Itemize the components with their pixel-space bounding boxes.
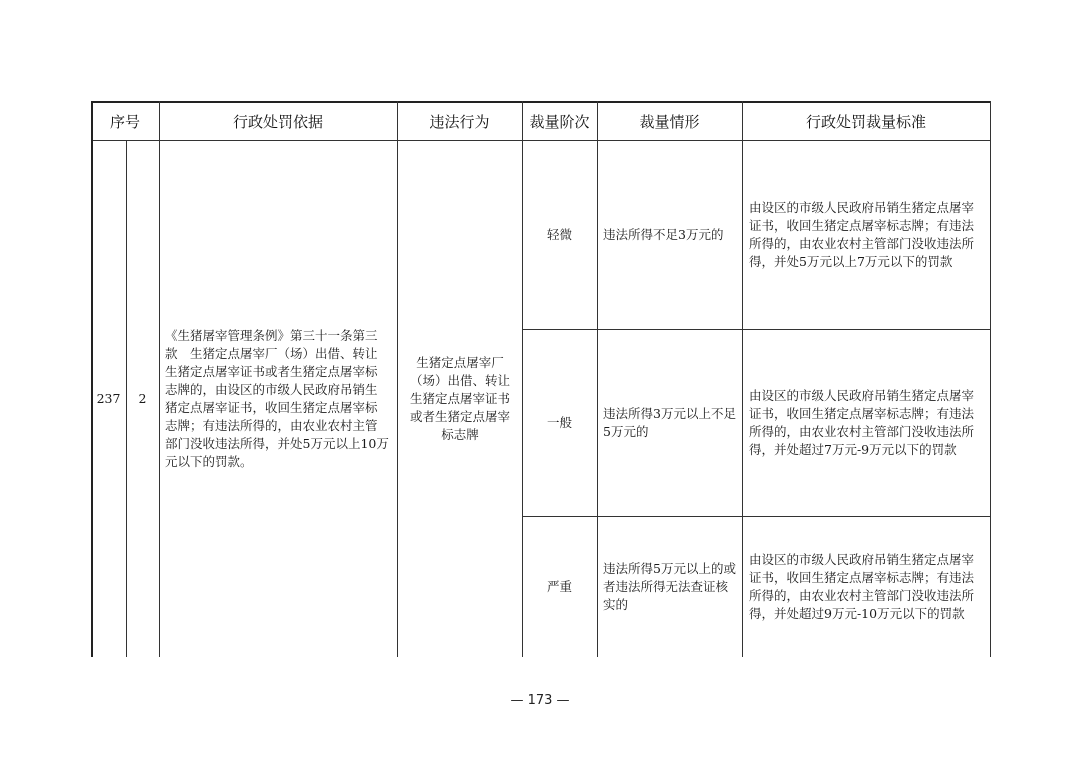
header-basis: 行政处罚依据: [232, 112, 323, 131]
standard-text-2: 由设区的市级人民政府吊销生猪定点屠宰证书，收回生猪定点屠宰标志牌；有违法所得的，由农业农村主管部门没收违法所得，并处超过7万元-9万元以下的罚款: [749, 388, 975, 457]
situation-text-1: 违法所得不足3万元的: [603, 227, 724, 242]
basis-text: 《生猪屠宰管理条例》第三十一条第三款 生猪定点屠宰厂（场）出借、转让生猪定点屠宰证书或者生猪定点屠宰标志牌的，由设区的市级人民政府吊销生猪定点屠宰证书，收回生猪定点屠宰标志牌；有违法所得的，由农业农村主管部门没收违法所得，并处5万元以上10万元以下的罚款。: [165, 328, 389, 469]
level-label-1: 轻微: [546, 227, 572, 242]
header-standard: 行政处罚裁量标准: [805, 112, 926, 131]
violation-text: 生猪定点屠宰厂（场）出借、转让生猪定点屠宰证书或者生猪定点屠宰标志牌: [409, 355, 510, 442]
col-divider-1: [159, 101, 160, 657]
col-divider-4: [597, 101, 598, 657]
standard-text-1: 由设区的市级人民政府吊销生猪定点屠宰证书，收回生猪定点屠宰标志牌；有违法所得的，由农业农村主管部门没收违法所得，并处5万元以上7万元以下的罚款: [749, 200, 975, 269]
situation-text-3: 违法所得5万元以上的或者违法所得无法查证核实的: [603, 561, 736, 612]
col-divider-5: [742, 101, 743, 657]
standard-text-3: 由设区的市级人民政府吊销生猪定点屠宰证书，收回生猪定点屠宰标志牌；有违法所得的，由农业农村主管部门没收违法所得，并处超过9万元-10万元以下的罚款: [749, 552, 975, 621]
header-violation: 违法行为: [429, 112, 490, 131]
seq-sub-number: 2: [138, 391, 147, 406]
level-label-2: 一般: [546, 415, 572, 430]
page-number: — 173 —: [510, 693, 570, 708]
seq-main-number: 237: [96, 391, 121, 406]
level-label-3: 严重: [546, 579, 572, 594]
header-level: 裁量阶次: [529, 112, 590, 131]
header-seq: 序号: [109, 112, 140, 131]
col-divider-2: [397, 101, 398, 657]
header-situation: 裁量情形: [639, 112, 700, 131]
table-right-border: [990, 101, 991, 657]
situation-text-2: 违法所得3万元以上不足5万元的: [603, 406, 736, 439]
